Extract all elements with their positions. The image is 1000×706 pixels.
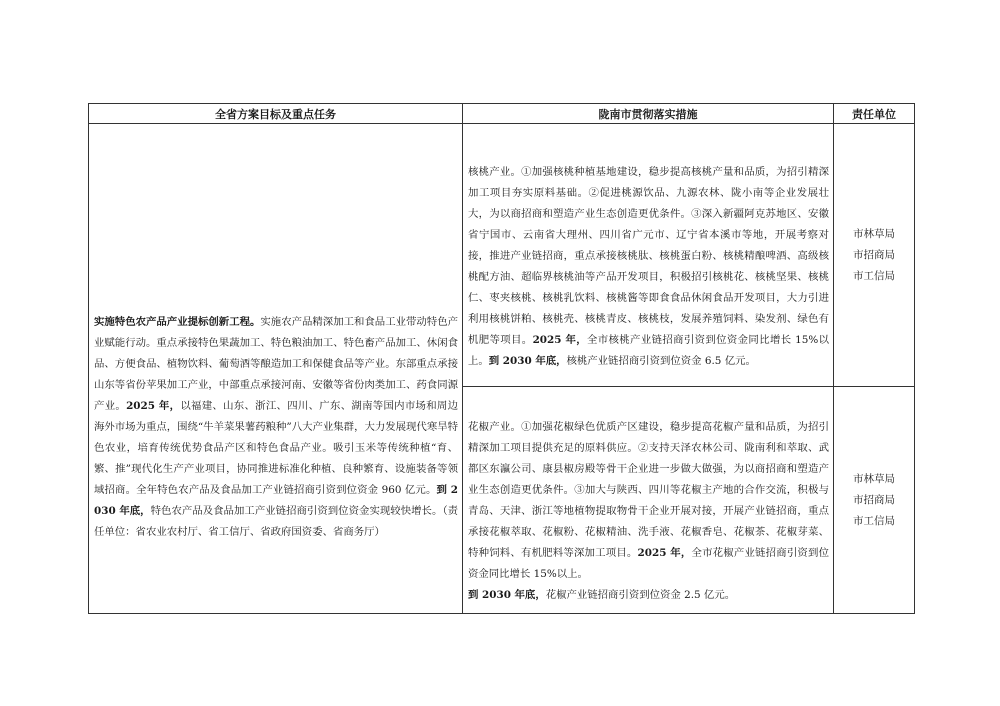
pepper-2030-target: 花椒产业链招商引资到位资金 2.5 亿元。 — [545, 588, 736, 601]
task-2030-target: 特色农产品及食品加工产业链招商引资到位资金实现较快增长。（责任单位：省农业农村厅、省工信厅、省政府国资委、省商务厅） — [94, 504, 459, 538]
header-responsible-unit: 责任单位 — [834, 104, 915, 124]
year-2025-label: 2025 年， — [126, 399, 181, 412]
task-2025-target: 以福建、山东、浙江、四川、广东、湖南等国内市场和周边海外市场为重点，围绕“牛羊菜果薯药粮种”八大产业集群，大力发展现代寒旱特色农业，培育传统优势食品产区和特色食品产业。吸引玉米等传统种植“育、繁、推”现代化生产产业项目，协同推进标准化种植、良种繁育、设施装备等领域招商。全年特色农产品及食品加工产业链招商引资到位资金 960 亿元。 — [94, 399, 459, 496]
year-2030-label: 到 2030 年底， — [94, 483, 458, 517]
pepper-year-2030-label: 到 2030 年底， — [468, 588, 546, 601]
header-city-measures: 陇南市贯彻落实措施 — [463, 104, 834, 124]
walnut-body: 核桃产业。①加强核桃种植基地建设，稳步提高核桃产量和品质，为招引精深加工项目夯实原料基础。②促进桃源饮品、九源农林、陇小南等企业发展壮大，为以商招商和塑造产业生态创造更优条件。③深入新疆阿克苏地区、安徽省宁国市、云南省大理州、四川省广元市、辽宁省本溪市等地，开展考察对接，推进产业链招商，重点承接核桃肽、核桃蛋白粉、核桃精酿啤酒、高级核桃配方油、超临界核桃油等产品开发项目，积极招引核桃花、核桃坚果、核桃仁、枣夹核桃、核桃乳饮料、核桃酱等即食食品休闲食品开发项目，大力引进利用核桃饼粕、核桃壳、核桃青皮、核桃枝，发展养殖饲料、染发剂、绿色有机肥等项目。 — [468, 166, 829, 346]
pepper-body: 花椒产业。①加强花椒绿色优质产区建设，稳步提高花椒产量和品质，为招引精深加工项目提供充足的原料供应。②支持天泽农林公司、陇南利和萃取、武都区东瀛公司、康县椒房殿等骨干企业进一步做大做强，为以商招商和塑造产业生态创造更优条件。③加大与陕西、四川等花椒主产地的合作交流，积极与青岛、天津、浙江等地植物提取物骨干企业开展对接，开展产业链招商，重点承接花椒萃取、花椒粉、花椒精油、洗手液、花椒香皂、花椒茶、花椒芽菜、特种饲料、有机肥料等深加工项目。 — [468, 420, 829, 559]
unit-investment-bureau: 市招商局 — [853, 493, 895, 506]
walnut-measures-cell — [463, 124, 834, 387]
walnut-year-2025-label: 2025 年， — [532, 334, 588, 346]
table-row — [89, 124, 915, 387]
unit-industry-bureau: 市工信局 — [853, 514, 895, 527]
pepper-units-cell — [834, 387, 915, 614]
walnut-measures-text — [463, 138, 833, 372]
task-body: 实施农产品精深加工和食品工业带动特色产业赋能行动。重点承接特色果蔬加工、特色粮油加工、特色畜产品加工、休闲食品、方便食品、植物饮料、葡萄酒等酿造加工和保健食品等产业。东部重点承接山东等省份苹果加工产业，中部重点承接河南、安徽等省份肉类加工、药食同源产业。 — [94, 315, 458, 412]
pepper-measures-cell — [463, 387, 834, 614]
provincial-goals-cell — [89, 124, 463, 614]
task-table — [88, 103, 915, 614]
pepper-year-2025-label: 2025 年， — [637, 546, 692, 559]
unit-forestry-bureau: 市林草局 — [853, 227, 895, 240]
walnut-2030-target: 核桃产业链招商引资到位资金 6.5 亿元。 — [566, 355, 756, 367]
task-title: 实施特色农产品产业提标创新工程。 — [94, 315, 261, 328]
pepper-2025-target: 全市花椒产业链招商引资到位资金同比增长 15%以上。 — [468, 546, 830, 580]
header-row — [89, 104, 915, 124]
unit-forestry-bureau: 市林草局 — [853, 472, 895, 485]
provincial-goals-text — [89, 195, 462, 543]
unit-investment-bureau: 市招商局 — [853, 248, 895, 261]
pepper-measures-text — [463, 395, 833, 606]
walnut-units-cell — [834, 124, 915, 387]
walnut-year-2030-label: 到 2030 年底， — [488, 355, 567, 367]
walnut-2025-target: 全市核桃产业链招商引资到位资金同比增长 15%以上。 — [468, 334, 830, 367]
header-provincial-goals: 全省方案目标及重点任务 — [89, 104, 463, 124]
unit-industry-bureau: 市工信局 — [853, 269, 895, 282]
